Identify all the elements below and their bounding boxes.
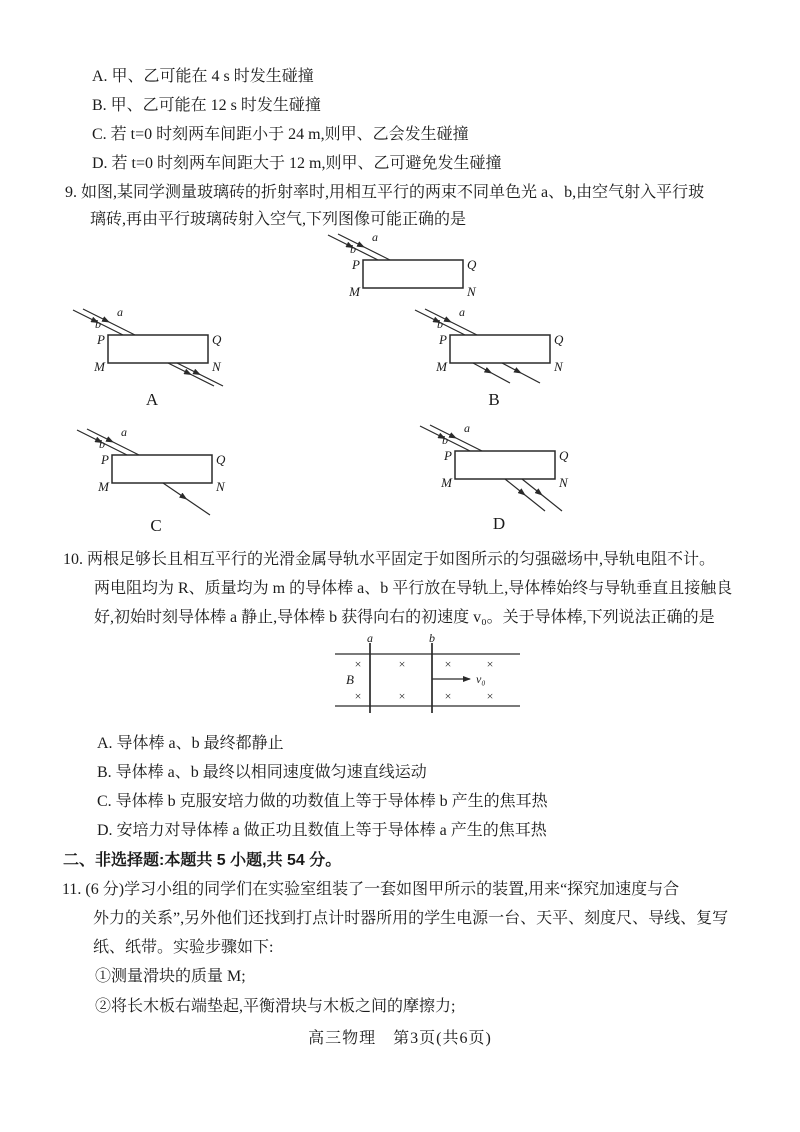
exit-ray-1 (505, 479, 545, 511)
corner-p-label: P (439, 332, 447, 347)
q11-step-1: ①测量滑块的质量 M; (95, 968, 246, 985)
ray-b-label: b (99, 437, 105, 451)
q8-option-c: C. 若 t=0 时刻两车间距小于 24 m,则甲、乙会发生碰撞 (92, 126, 469, 143)
q10-option-a: A. 导体棒 a、b 最终都静止 (97, 735, 284, 752)
field-into-page-icon: × (398, 689, 406, 703)
field-into-page-icon: × (444, 657, 452, 671)
glass-brick (455, 451, 555, 479)
ray-b-label: b (95, 317, 101, 331)
incident-ray-a (430, 425, 482, 451)
ray-a-label: a (459, 305, 465, 319)
velocity-label: v₀ (476, 672, 486, 686)
q9-figure-option-a (73, 303, 233, 415)
corner-q-label: Q (467, 257, 477, 272)
corner-n-label: N (467, 284, 476, 299)
option-letter-d: D (492, 514, 506, 533)
q10-figure-rails (320, 631, 535, 721)
q8-option-d: D. 若 t=0 时刻两车间距大于 12 m,则甲、乙可避免发生碰撞 (92, 155, 502, 172)
ray-a-label: a (464, 421, 470, 435)
q9-figure-option-b (415, 303, 575, 415)
corner-p-label: P (352, 257, 360, 272)
section2-header: 二、非选择题:本题共 5 小题,共 54 分。 (63, 852, 342, 869)
exit-ray-single (163, 483, 210, 515)
corner-p-label: P (101, 452, 109, 467)
q9-figure-option-d (420, 419, 580, 537)
corner-n-label: N (212, 359, 221, 374)
corner-n-label: N (216, 479, 225, 494)
q10-option-b: B. 导体棒 a、b 最终以相同速度做匀速直线运动 (97, 764, 427, 781)
q11-stem-line1: 11. (6 分)学习小组的同学们在实验室组装了一套如图甲所示的装置,用来“探究加速度与合 (62, 881, 680, 898)
q11-stem-line2: 外力的关系”,另外他们还找到打点计时器所用的学生电源一台、天平、刻度尺、导线、复写 (93, 910, 729, 927)
field-into-page-icon: × (444, 689, 452, 703)
corner-q-label: Q (212, 332, 222, 347)
option-letter-c: C (150, 516, 162, 535)
exit-ray-2 (522, 479, 562, 511)
incident-ray-a (83, 309, 135, 335)
q8-option-b: B. 甲、乙可能在 12 s 时发生碰撞 (92, 97, 321, 114)
option-letter-a: A (145, 390, 159, 409)
q9-stem-line2: 璃砖,再由平行玻璃砖射入空气,下列图像可能正确的是 (90, 211, 467, 228)
rod-b-label: b (429, 631, 435, 645)
q10-option-d: D. 安培力对导体棒 a 做正功且数值上等于导体棒 a 产生的焦耳热 (97, 822, 547, 839)
ray-b-label: b (437, 317, 443, 331)
ray-a-label: a (121, 425, 127, 439)
field-into-page-icon: × (398, 657, 406, 671)
q11-stem-line3: 纸、纸带。实验步骤如下: (93, 939, 274, 956)
glass-brick (450, 335, 550, 363)
page-footer: 高三物理 第3页(共6页) (308, 1030, 492, 1047)
incident-ray-a (338, 234, 390, 260)
corner-q-label: Q (554, 332, 564, 347)
glass-brick (363, 260, 463, 288)
corner-m-label: M (94, 359, 105, 374)
corner-q-label: Q (559, 448, 569, 463)
q9-stem-line1: 9. 如图,某同学测量玻璃砖的折射率时,用相互平行的两束不同单色光 a、b,由空气射入平行玻 (65, 184, 705, 201)
q8-option-a: A. 甲、乙可能在 4 s 时发生碰撞 (92, 68, 314, 85)
field-b-label: B (346, 672, 354, 687)
corner-m-label: M (436, 359, 447, 374)
q10-stem-line3: 好,初始时刻导体棒 a 静止,导体棒 b 获得向右的初速度 v₀。关于导体棒,下列说法正确的是 (94, 609, 715, 626)
ray-a-label: a (117, 305, 123, 319)
corner-p-label: P (97, 332, 105, 347)
glass-brick (112, 455, 212, 483)
corner-m-label: M (441, 475, 452, 490)
corner-m-label: M (349, 284, 360, 299)
corner-q-label: Q (216, 452, 226, 467)
exit-ray-1 (473, 363, 510, 383)
q10-option-c: C. 导体棒 b 克服安培力做的功数值上等于导体棒 b 产生的焦耳热 (97, 793, 548, 810)
incident-ray-a (87, 429, 139, 455)
field-into-page-icon: × (486, 689, 494, 703)
rod-a-label: a (367, 631, 373, 645)
corner-p-label: P (444, 448, 452, 463)
ray-a-label: a (372, 230, 378, 244)
ray-b-label: b (350, 242, 356, 256)
field-into-page-icon: × (486, 657, 494, 671)
corner-n-label: N (559, 475, 568, 490)
incident-ray-a (425, 309, 477, 335)
exit-ray-2 (502, 363, 540, 383)
field-into-page-icon: × (354, 657, 362, 671)
q9-figure-option-c (77, 423, 237, 538)
option-letter-b: B (488, 390, 500, 409)
field-into-page-icon: × (354, 689, 362, 703)
exit-ray-1 (168, 363, 214, 386)
q9-figure-main (328, 228, 488, 303)
corner-m-label: M (98, 479, 109, 494)
q11-step-2: ②将长木板右端垫起,平衡滑块与木板之间的摩擦力; (95, 998, 456, 1015)
ray-b-label: b (442, 433, 448, 447)
q10-stem-line2: 两电阻均为 R、质量均为 m 的导体棒 a、b 平行放在导轨上,导体棒始终与导轨垂直且接触良 (94, 580, 733, 597)
corner-n-label: N (554, 359, 563, 374)
glass-brick (108, 335, 208, 363)
q10-stem-line1: 10. 两根足够长且相互平行的光滑金属导轨水平固定于如图所示的匀强磁场中,导轨电阻不计。 (63, 551, 716, 568)
